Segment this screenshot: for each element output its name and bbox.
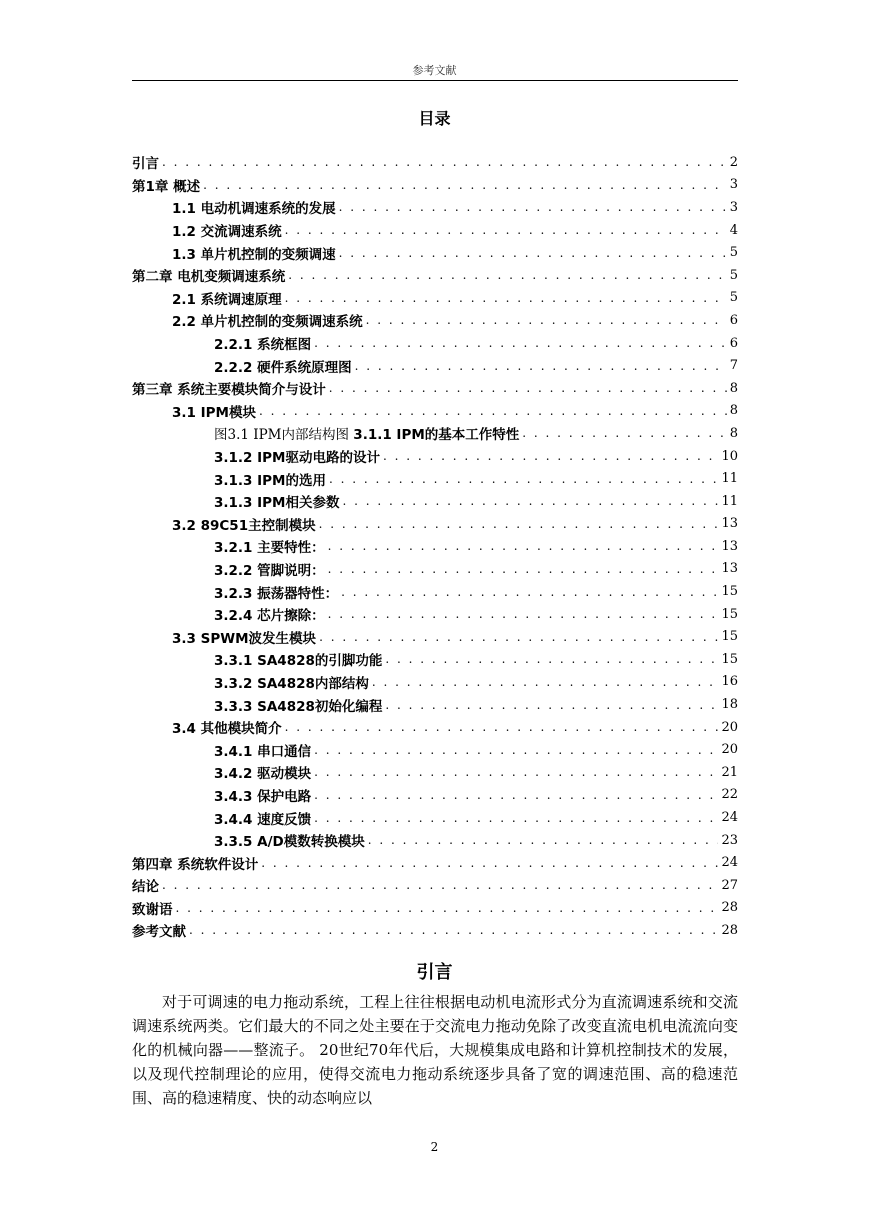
toc-entry-label: 2.2 单片机控制的变频调速系统 <box>172 314 363 331</box>
toc-dot-leader <box>176 901 719 915</box>
toc-entry-label: 1.2 交流调速系统 <box>172 224 282 241</box>
toc-entry[interactable] <box>132 287 738 310</box>
toc-dot-leader <box>522 426 726 440</box>
toc-dot-leader <box>385 698 718 712</box>
toc-dot-leader <box>383 449 718 463</box>
toc-entry[interactable] <box>132 738 738 761</box>
section-heading: 引言 <box>416 962 453 983</box>
toc-entry-label: 3.4.3 保护电路 <box>214 788 312 805</box>
toc-dot-leader <box>314 765 718 779</box>
toc-entry-page: 10 <box>721 448 738 464</box>
toc-entry[interactable] <box>132 851 738 874</box>
toc-entry[interactable] <box>132 671 738 694</box>
toc-entry-label: 3.4.4 速度反馈 <box>214 811 312 828</box>
toc-entry-label: 3.1.2 IPM驱动电路的设计 <box>214 450 380 467</box>
toc-entry[interactable] <box>132 196 738 219</box>
toc-entry-label: 2.2.1 系统框图 <box>214 337 312 354</box>
toc-entry-label: 3.3.2 SA4828内部结构 <box>214 675 369 692</box>
toc-dot-leader <box>314 788 718 802</box>
toc-entry-title: 3.1.1 IPM的基本工作特性 <box>353 427 520 444</box>
toc-entry-page: 15 <box>721 584 738 600</box>
toc-entry-page: 20 <box>721 719 738 735</box>
toc-entry-label: 3.2.3 振荡器特性： <box>214 585 339 602</box>
toc-entry-label: 3.3.1 SA4828的引脚功能 <box>214 653 383 670</box>
toc-entry-page: 8 <box>729 380 738 396</box>
toc-entry-page: 13 <box>721 516 738 532</box>
toc-entry-label: 2.2.2 硬件系统原理图 <box>214 359 352 376</box>
toc-entry-label: 结论 <box>132 879 159 896</box>
toc-entry-page: 11 <box>721 493 738 509</box>
toc-entry[interactable] <box>132 603 738 626</box>
toc-entry-label: 3.4 其他模块简介 <box>172 721 282 738</box>
toc-entry-page: 28 <box>721 922 738 938</box>
toc-dot-leader <box>314 336 727 350</box>
toc-entry-label: 致谢语 <box>132 901 173 918</box>
toc-dot-leader <box>341 585 718 599</box>
toc-entry-page: 7 <box>729 358 738 374</box>
toc-dot-leader <box>314 743 718 757</box>
toc-entry-page: 24 <box>721 810 738 826</box>
toc-entry-label <box>214 423 519 443</box>
toc-entry-label: 参考文献 <box>132 924 186 941</box>
toc-dot-leader <box>285 720 719 734</box>
toc-entry-label: 第三章 系统主要模块简介与设计 <box>132 382 326 399</box>
toc-entry-page: 28 <box>721 900 738 916</box>
toc-entry[interactable] <box>132 264 738 287</box>
toc-dot-leader <box>261 856 718 870</box>
toc-entry-page: 5 <box>729 267 738 283</box>
toc-entry-label: 1.1 电动机调速系统的发展 <box>172 201 336 218</box>
toc-entry-page: 24 <box>721 855 738 871</box>
toc-entry[interactable] <box>132 919 738 942</box>
toc-entry[interactable] <box>132 761 738 784</box>
toc-entry[interactable] <box>132 648 738 671</box>
toc-entry-page: 13 <box>721 538 738 554</box>
toc-entry[interactable] <box>132 897 738 920</box>
toc-dot-leader <box>372 675 719 689</box>
toc-entry[interactable] <box>132 535 738 558</box>
toc-entry-label: 1.3 单片机控制的变频调速 <box>172 246 336 263</box>
toc-entry-label: 引言 <box>132 156 159 173</box>
toc-dot-leader <box>314 811 718 825</box>
toc-entry[interactable] <box>132 377 738 400</box>
toc-dot-leader <box>162 878 718 892</box>
toc-entry[interactable] <box>132 806 738 829</box>
toc-entry-page: 16 <box>721 674 738 690</box>
toc-entry[interactable] <box>132 490 738 513</box>
toc-entry[interactable] <box>132 354 738 377</box>
toc-entry-page: 6 <box>729 312 738 328</box>
toc-entry-page: 5 <box>729 245 738 261</box>
table-of-contents <box>132 151 738 942</box>
toc-entry[interactable] <box>132 241 738 264</box>
toc-entry-label: 3.1.3 IPM的选用 <box>214 472 326 489</box>
toc-dot-leader <box>385 652 718 666</box>
toc-entry[interactable] <box>132 874 738 897</box>
toc-entry-page: 8 <box>729 425 738 441</box>
toc-entry[interactable] <box>132 716 738 739</box>
toc-entry-page: 5 <box>729 290 738 306</box>
toc-entry-label: 3.4.1 串口通信 <box>214 743 312 760</box>
toc-entry-label: 3.2 89C51主控制模块 <box>172 517 316 534</box>
toc-entry-label: 3.3.3 SA4828初始化编程 <box>214 698 383 715</box>
toc-entry-page: 11 <box>721 471 738 487</box>
toc-entry-page: 8 <box>729 403 738 419</box>
body-paragraph: 对于可调速的电力拖动系统，工程上往往根据电动机电流形式分为直流调速系统和交流调速系统两类。它们最大的不同之处主要在于交流电力拖动免除了改变直流电机电流流向变化的机械向器——整流子。 20世纪70年代后，大规模集成电路和计算机控制技术的发展，以及现代控制理论的应用，使得交流电力拖动系统逐步具备了宽的调速范围、高的稳速范围、高的稳速精度、快的动态响应以 <box>132 993 738 1107</box>
toc-dot-leader <box>368 833 719 847</box>
toc-title: 目录 <box>418 109 451 128</box>
running-header: 参考文献 <box>412 64 457 77</box>
toc-entry-page: 3 <box>729 177 738 193</box>
toc-entry[interactable] <box>132 558 738 581</box>
toc-entry-label: 3.2.4 芯片擦除： <box>214 608 325 625</box>
page-number: 2 <box>430 1140 439 1154</box>
toc-entry-page: 15 <box>721 629 738 645</box>
toc-dot-leader <box>339 200 727 214</box>
toc-entry[interactable] <box>132 400 738 423</box>
toc-entry-page: 18 <box>721 697 738 713</box>
toc-entry[interactable] <box>132 151 738 174</box>
toc-entry-page: 15 <box>721 606 738 622</box>
toc-entry[interactable] <box>132 784 738 807</box>
toc-entry[interactable] <box>132 580 738 603</box>
toc-entry-label: 第1章 概述 <box>132 178 201 195</box>
toc-entry[interactable] <box>132 625 738 648</box>
toc-entry[interactable] <box>132 309 738 332</box>
toc-dot-leader <box>203 178 727 192</box>
toc-entry-page: 21 <box>721 764 738 780</box>
toc-dot-leader <box>343 494 719 508</box>
toc-dot-leader <box>328 607 719 621</box>
toc-entry-page: 2 <box>729 154 738 170</box>
toc-dot-leader <box>339 246 727 260</box>
toc-entry[interactable] <box>132 445 738 468</box>
toc-dot-leader <box>319 517 719 531</box>
toc-entry-label: 3.1 IPM模块 <box>172 404 256 421</box>
toc-entry-label: 第二章 电机变频调速系统 <box>132 269 286 286</box>
toc-entry-page: 20 <box>721 742 738 758</box>
toc-entry-page: 13 <box>721 561 738 577</box>
toc-entry-figure-prefix: 图3.1 IPM内部结构图 <box>214 427 354 444</box>
toc-entry-page: 22 <box>721 787 738 803</box>
toc-dot-leader <box>329 381 727 395</box>
toc-entry-label: 3.4.2 驱动模块 <box>214 766 312 783</box>
toc-dot-leader <box>259 404 727 418</box>
toc-entry-label: 第四章 系统软件设计 <box>132 856 259 873</box>
toc-entry-label: 3.1.3 IPM相关参数 <box>214 495 340 512</box>
toc-entry-page: 4 <box>729 222 738 238</box>
toc-dot-leader <box>189 923 718 937</box>
toc-dot-leader <box>288 268 727 282</box>
toc-dot-leader <box>366 313 727 327</box>
toc-entry-label: 3.2.1 主要特性： <box>214 540 325 557</box>
toc-dot-leader <box>285 291 727 305</box>
toc-entry[interactable] <box>132 829 738 852</box>
toc-dot-leader <box>319 630 718 644</box>
toc-dot-leader <box>162 155 727 169</box>
toc-entry-label: 3.2.2 管脚说明： <box>214 562 325 579</box>
toc-entry[interactable] <box>132 174 738 197</box>
toc-entry-page: 3 <box>729 199 738 215</box>
toc-entry[interactable] <box>132 219 738 242</box>
toc-entry-label: 3.3.5 A/D模数转换模块 <box>214 834 365 851</box>
toc-dot-leader <box>329 472 718 486</box>
toc-dot-leader <box>285 223 727 237</box>
toc-entry-page: 15 <box>721 651 738 667</box>
toc-entry[interactable] <box>132 513 738 536</box>
toc-entry[interactable] <box>132 693 738 716</box>
toc-entry[interactable] <box>132 332 738 355</box>
toc-entry[interactable] <box>132 422 738 445</box>
toc-entry-label: 3.3 SPWM波发生模块 <box>172 630 317 647</box>
toc-entry[interactable] <box>132 467 738 490</box>
toc-dot-leader <box>328 539 719 553</box>
toc-entry-page: 27 <box>721 877 738 893</box>
header-divider <box>132 80 738 81</box>
toc-dot-leader <box>328 562 719 576</box>
toc-dot-leader <box>355 359 727 373</box>
toc-entry-label: 2.1 系统调速原理 <box>172 291 282 308</box>
toc-entry-page: 6 <box>729 335 738 351</box>
toc-entry-page: 23 <box>721 832 738 848</box>
